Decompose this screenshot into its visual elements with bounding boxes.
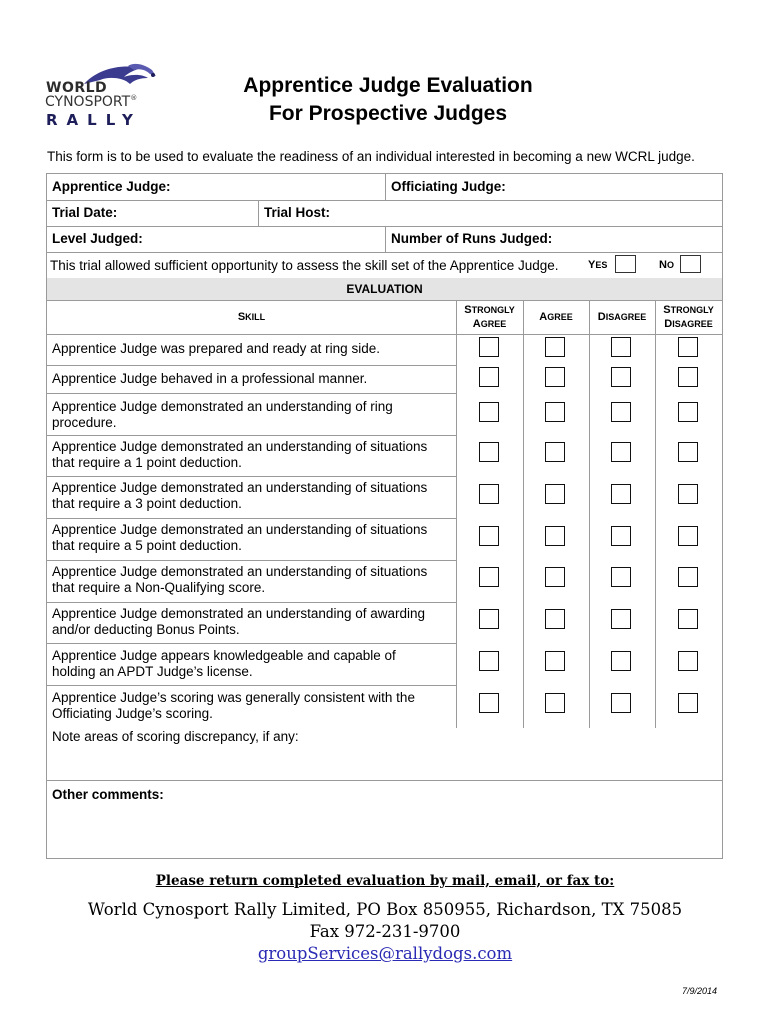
disagree-column-header bbox=[589, 310, 655, 324]
skill-row-4: Apprentice Judge demonstrated an understanding of situations that require a 1 point deduction. bbox=[52, 439, 428, 470]
skill-header-first: S bbox=[237, 311, 246, 323]
skill-row-10: Apprentice Judge’s scoring was generally consistent with the Officiating Judge’s scoring. bbox=[52, 690, 415, 721]
fax-number: Fax 972-231-9700 bbox=[309, 922, 461, 941]
logo-rally-text: RALLY bbox=[46, 111, 142, 129]
agree-column-header bbox=[523, 310, 589, 324]
strongly-disagree-checkbox-row-6[interactable] bbox=[678, 526, 698, 546]
trial-host-label: Trial Host: bbox=[264, 205, 331, 220]
opportunity-question: This trial allowed sufficient opportunity to assess the skill set of the Apprentice Judge. bbox=[50, 258, 559, 273]
yes-label bbox=[588, 259, 607, 271]
disagree-checkbox-row-7[interactable] bbox=[611, 567, 631, 587]
trial-date-label: Trial Date: bbox=[52, 205, 118, 220]
skill-column-header bbox=[47, 310, 456, 324]
intro-text: This form is to be used to evaluate the readiness of an individual interested in becoming a new WCRL judge. bbox=[47, 149, 695, 164]
sa-l1-first: S bbox=[464, 304, 472, 316]
evaluation-table bbox=[46, 173, 723, 859]
number-of-runs-label: Number of Runs Judged: bbox=[391, 231, 553, 246]
strongly-agree-column-header bbox=[456, 303, 523, 331]
no-checkbox[interactable] bbox=[680, 255, 701, 273]
sa-l2-rest: GREE bbox=[480, 319, 507, 329]
officiating-judge-label: Officiating Judge: bbox=[391, 179, 506, 194]
agree-checkbox-row-2[interactable] bbox=[545, 367, 565, 387]
skill-row-1: Apprentice Judge was prepared and ready at ring side. bbox=[52, 341, 380, 356]
email-link[interactable]: groupServices@rallydogs.com bbox=[257, 944, 513, 963]
disagree-rest: ISAGREE bbox=[605, 312, 647, 322]
logo-cynosport-word: CYNOSPORT bbox=[45, 94, 131, 110]
sa-l2-first: A bbox=[472, 318, 481, 330]
strongly-disagree-checkbox-row-5[interactable] bbox=[678, 484, 698, 504]
strongly-agree-checkbox-row-8[interactable] bbox=[479, 609, 499, 629]
yes-label-rest: ES bbox=[595, 260, 608, 270]
other-comments-label: Other comments: bbox=[52, 787, 164, 802]
sa-l1-rest: TRONGLY bbox=[471, 305, 515, 315]
skill-row-3: Apprentice Judge demonstrated an understanding of ring procedure. bbox=[52, 399, 393, 430]
yes-checkbox[interactable] bbox=[615, 255, 636, 273]
page-title-line1: Apprentice Judge Evaluation bbox=[243, 74, 533, 97]
strongly-disagree-checkbox-row-8[interactable] bbox=[678, 609, 698, 629]
strongly-agree-checkbox-row-1[interactable] bbox=[479, 337, 499, 357]
logo-world-text: WORLD bbox=[46, 80, 108, 96]
strongly-agree-checkbox-row-6[interactable] bbox=[479, 526, 499, 546]
disagree-checkbox-row-3[interactable] bbox=[611, 402, 631, 422]
strongly-agree-checkbox-row-10[interactable] bbox=[479, 693, 499, 713]
strongly-agree-checkbox-row-7[interactable] bbox=[479, 567, 499, 587]
agree-checkbox-row-3[interactable] bbox=[545, 402, 565, 422]
disagree-checkbox-row-1[interactable] bbox=[611, 337, 631, 357]
strongly-agree-checkbox-row-3[interactable] bbox=[479, 402, 499, 422]
no-label-first: N bbox=[659, 259, 667, 271]
agree-checkbox-row-6[interactable] bbox=[545, 526, 565, 546]
disagree-first: D bbox=[597, 311, 606, 323]
skill-row-8: Apprentice Judge demonstrated an understanding of awarding and/or deducting Bonus Points. bbox=[52, 606, 426, 637]
skill-row-6: Apprentice Judge demonstrated an understanding of situations that require a 5 point deduction. bbox=[52, 522, 428, 553]
level-judged-label: Level Judged: bbox=[52, 231, 143, 246]
strongly-agree-checkbox-row-2[interactable] bbox=[479, 367, 499, 387]
agree-checkbox-row-4[interactable] bbox=[545, 442, 565, 462]
evaluation-header: EVALUATION bbox=[47, 278, 722, 300]
strongly-agree-checkbox-row-9[interactable] bbox=[479, 651, 499, 671]
strongly-disagree-checkbox-row-10[interactable] bbox=[678, 693, 698, 713]
skill-row-5: Apprentice Judge demonstrated an understanding of situations that require a 3 point deduction. bbox=[52, 480, 428, 511]
return-note: Please return completed evaluation by mail, email, or fax to: bbox=[155, 873, 615, 889]
yes-label-first: Y bbox=[588, 259, 596, 271]
disagree-checkbox-row-4[interactable] bbox=[611, 442, 631, 462]
sd-l1-first: S bbox=[663, 304, 671, 316]
disagree-checkbox-row-8[interactable] bbox=[611, 609, 631, 629]
registered-mark: ® bbox=[130, 94, 138, 102]
strongly-agree-checkbox-row-5[interactable] bbox=[479, 484, 499, 504]
agree-checkbox-row-9[interactable] bbox=[545, 651, 565, 671]
apprentice-judge-label: Apprentice Judge: bbox=[52, 179, 171, 194]
agree-checkbox-row-1[interactable] bbox=[545, 337, 565, 357]
skill-row-2: Apprentice Judge behaved in a professional manner. bbox=[52, 371, 368, 386]
strongly-agree-checkbox-row-4[interactable] bbox=[479, 442, 499, 462]
disagree-checkbox-row-6[interactable] bbox=[611, 526, 631, 546]
agree-checkbox-row-7[interactable] bbox=[545, 567, 565, 587]
strongly-disagree-checkbox-row-2[interactable] bbox=[678, 367, 698, 387]
disagree-checkbox-row-2[interactable] bbox=[611, 367, 631, 387]
skill-header-rest: KILL bbox=[245, 312, 266, 322]
no-label bbox=[659, 259, 674, 271]
strongly-disagree-column-header bbox=[655, 303, 722, 331]
strongly-disagree-checkbox-row-3[interactable] bbox=[678, 402, 698, 422]
strongly-disagree-checkbox-row-1[interactable] bbox=[678, 337, 698, 357]
skill-row-9: Apprentice Judge appears knowledgeable and capable of holding an APDT Judge’s license. bbox=[52, 648, 396, 679]
agree-checkbox-row-10[interactable] bbox=[545, 693, 565, 713]
disagree-checkbox-row-5[interactable] bbox=[611, 484, 631, 504]
no-label-rest: O bbox=[666, 260, 674, 270]
sd-l1-rest: TRONGLY bbox=[670, 305, 714, 315]
disagree-checkbox-row-10[interactable] bbox=[611, 693, 631, 713]
sd-l2-rest: ISAGREE bbox=[672, 319, 713, 329]
agree-rest: GREE bbox=[547, 312, 573, 322]
agree-first: A bbox=[539, 311, 548, 323]
strongly-disagree-checkbox-row-9[interactable] bbox=[678, 651, 698, 671]
skill-row-7: Apprentice Judge demonstrated an understanding of situations that require a Non-Qualifying score. bbox=[52, 564, 428, 595]
strongly-disagree-checkbox-row-4[interactable] bbox=[678, 442, 698, 462]
strongly-disagree-checkbox-row-7[interactable] bbox=[678, 567, 698, 587]
discrepancy-note: Note areas of scoring discrepancy, if any: bbox=[52, 729, 299, 744]
sd-l2-first: D bbox=[664, 318, 673, 330]
agree-checkbox-row-5[interactable] bbox=[545, 484, 565, 504]
mailing-address: World Cynosport Rally Limited, PO Box 850955, Richardson, TX 75085 bbox=[87, 900, 683, 919]
page-title-line2: For Prospective Judges bbox=[268, 102, 508, 125]
agree-checkbox-row-8[interactable] bbox=[545, 609, 565, 629]
revision-date: 7/9/2014 bbox=[682, 986, 718, 996]
disagree-checkbox-row-9[interactable] bbox=[611, 651, 631, 671]
